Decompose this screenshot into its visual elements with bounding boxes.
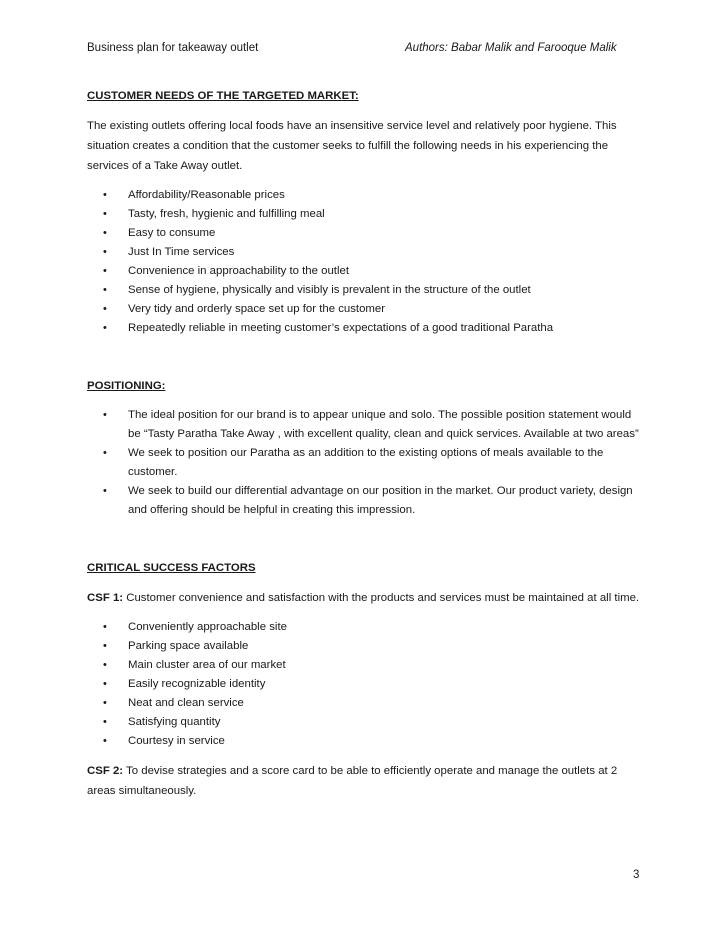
list-item: • Main cluster area of our market [87, 656, 643, 675]
list-item: • Very tidy and orderly space set up for the customer [87, 300, 643, 319]
list-item: • Repeatedly reliable in meeting customer’s expectations of a good traditional Paratha [87, 319, 643, 338]
bullet-icon: • [103, 678, 107, 690]
csf2-text: To devise strategies and a score card to be able to efficiently operate and manage the outlets at 2 areas simultaneously. [87, 765, 618, 797]
list-item: • The ideal position for our brand is to appear unique and solo. The possible position statement would be “Tasty Paratha Take Away , with excellent quality, clean and quick services. Available at two areas” [87, 406, 643, 444]
header-authors: Authors: Babar Malik and Farooque Malik [405, 42, 617, 54]
csf1-text: Customer convenience and satisfaction with the products and services must be maintained at all time. [123, 592, 640, 604]
csf2-paragraph [87, 761, 643, 801]
bullet-icon: • [103, 246, 107, 258]
list-item: • Sense of hygiene, physically and visibly is prevalent in the structure of the outlet [87, 281, 643, 300]
csf1-label: CSF 1: [87, 592, 124, 604]
bullet-icon: • [103, 621, 107, 633]
bullet-icon: • [103, 208, 107, 220]
positioning-heading: POSITIONING: [87, 380, 166, 392]
bullet-icon: • [103, 735, 107, 747]
csf2-label: CSF 2: [87, 765, 124, 777]
list-item: • Satisfying quantity [87, 713, 643, 732]
bullet-icon: • [103, 640, 107, 652]
csf1-list [87, 618, 643, 751]
page-header [87, 42, 641, 60]
bullet-icon: • [103, 659, 107, 671]
header-title: Business plan for takeaway outlet [87, 42, 259, 54]
list-item: • Convenience in approachability to the outlet [87, 262, 643, 281]
page-content [87, 86, 643, 801]
list-item: • Courtesy in service [87, 732, 643, 751]
customer-needs-list [87, 186, 643, 338]
csf1-paragraph [87, 588, 643, 608]
customer-needs-intro: The existing outlets offering local foods have an insensitive service level and relatively poor hygiene. This situation creates a condition that the customer seeks to fulfill the following needs in his experiencing the services of a Take Away outlet. [87, 120, 617, 172]
bullet-icon: • [103, 189, 107, 201]
list-item: • We seek to build our differential advantage on our position in the market. Our product variety, design and offering should be helpful in creating this impression. [87, 482, 643, 520]
bullet-icon: • [103, 284, 107, 296]
list-item: • Neat and clean service [87, 694, 643, 713]
list-item: • Tasty, fresh, hygienic and fulfilling meal [87, 205, 643, 224]
csf-heading: CRITICAL SUCCESS FACTORS [87, 562, 256, 574]
list-item: • Easily recognizable identity [87, 675, 643, 694]
bullet-icon: • [103, 409, 107, 421]
list-item: • Just In Time services [87, 243, 643, 262]
list-item: • Conveniently approachable site [87, 618, 643, 637]
list-item: • We seek to position our Paratha as an addition to the existing options of meals available to the customer. [87, 444, 643, 482]
customer-needs-heading: CUSTOMER NEEDS OF THE TARGETED MARKET: [87, 90, 359, 102]
bullet-icon: • [103, 485, 107, 497]
list-item: • Parking space available [87, 637, 643, 656]
bullet-icon: • [103, 697, 107, 709]
positioning-list [87, 406, 643, 520]
bullet-icon: • [103, 227, 107, 239]
list-item: • Easy to consume [87, 224, 643, 243]
page-number: 3 [633, 869, 640, 881]
bullet-icon: • [103, 716, 107, 728]
bullet-icon: • [103, 322, 107, 334]
bullet-icon: • [103, 303, 107, 315]
bullet-icon: • [103, 447, 107, 459]
list-item: • Affordability/Reasonable prices [87, 186, 643, 205]
bullet-icon: • [103, 265, 107, 277]
